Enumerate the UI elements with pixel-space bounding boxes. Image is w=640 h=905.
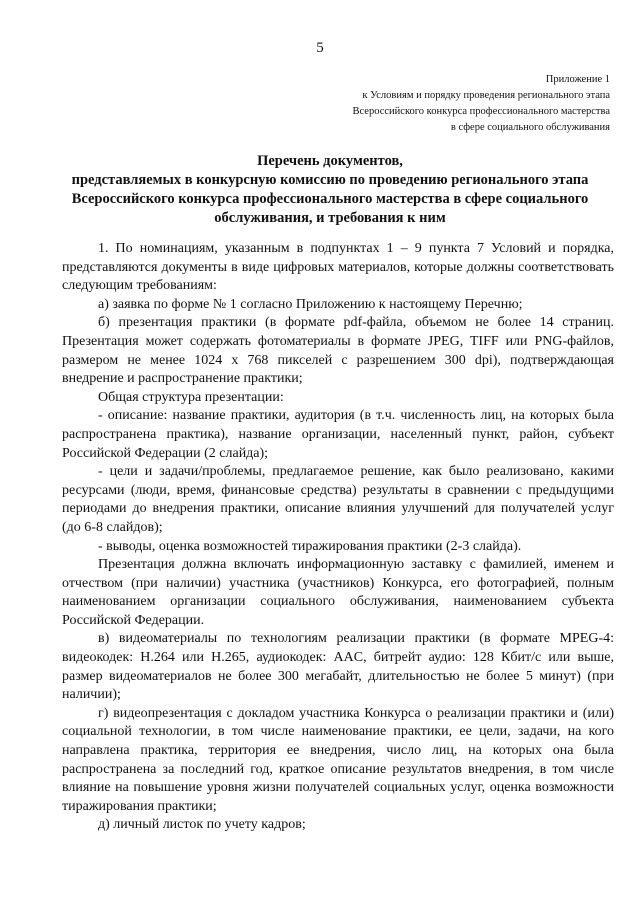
paragraph: г) видеопрезентация с докладом участника Конкурса о реализации практики и (или) социальной технологии, в том числе наименование практики, ее цели, задачи, на кого направлена практика, территория ее внедрения, число лиц, на которых она была распространена за последний год, краткое описание результатов внедрения, в том числе влияние на повышение уровня жизни получателей социальных услуг, оценка возможности тиражирования практики;: [62, 705, 614, 814]
page-number: 5: [316, 40, 324, 56]
paragraph: - описание: название практики, аудитория (в т.ч. численность лиц, на которых была распространена практика), название организации, населенный пункт, район, субъект Российской Федерации (2 слайда);: [62, 408, 614, 461]
paragraph: д) личный листок по учету кадров;: [98, 817, 306, 833]
appendix-header: [280, 72, 610, 136]
appendix-line: Приложение 1: [545, 74, 610, 85]
document-title: [50, 152, 610, 228]
paragraph: в) видеоматериалы по технологиям реализации практики (в формате MPEG-4: видеокодек: H.264 или H.265, аудиокодек: AAC, битрейт аудио: 128 Кбит/с или выше, размер видеоматериалов не более 300 мегабайт, длительностью не более 5 минут) (при наличии);: [62, 631, 614, 703]
appendix-line: к Условиям и порядку проведения регионального этапа: [362, 90, 610, 101]
appendix-line: в сфере социального обслуживания: [450, 122, 610, 133]
title-line: обслуживания, и требования к ним: [214, 210, 446, 226]
paragraph: Общая структура презентации:: [98, 389, 284, 405]
title-line: Перечень документов,: [257, 153, 403, 169]
appendix-line: Всероссийского конкурса профессионального мастерства: [352, 106, 610, 117]
paragraph: б) презентация практики (в формате pdf-файла, объемом не более 14 страниц. Презентация может содержать фотоматериалы в формате JPEG, TIFF или PNG-файлов, размером не менее 1024 x 768 пикселей с разрешением 300 dpi), подтверждающая внедрение и распространение практики;: [62, 315, 614, 387]
paragraph: 1. По номинациям, указанным в подпунктах 1 – 9 пункта 7 Условий и порядка, представляются документы в виде цифровых материалов, которые должны соответствовать следующим требованиям:: [62, 241, 614, 294]
paragraph: а) заявка по форме № 1 согласно Приложению к настоящему Перечню;: [98, 296, 523, 312]
paragraph: Презентация должна включать информационную заставку с фамилией, именем и отчеством (при наличии) участника (участников) Конкурса, его фотографией, полным наименованием организации социального обслуживания, наименованием субъекта Российской Федерации.: [62, 557, 614, 628]
paragraph: - цели и задачи/проблемы, предлагаемое решение, как было реализовано, какими ресурсами (люди, время, финансовые средства) результаты в сравнении с предыдущими периодами до внедрения практики, описание влияния улучшений для получателей услуг (до 6-8 слайдов);: [62, 464, 614, 535]
document-body: [62, 240, 614, 835]
paragraph: - выводы, оценка возможностей тиражирования практики (2-3 слайда).: [98, 538, 522, 554]
title-line: представляемых в конкурсную комиссию по проведению регионального этапа: [71, 172, 589, 188]
title-line: Всероссийского конкурса профессионального мастерства в сфере социального: [71, 191, 589, 207]
